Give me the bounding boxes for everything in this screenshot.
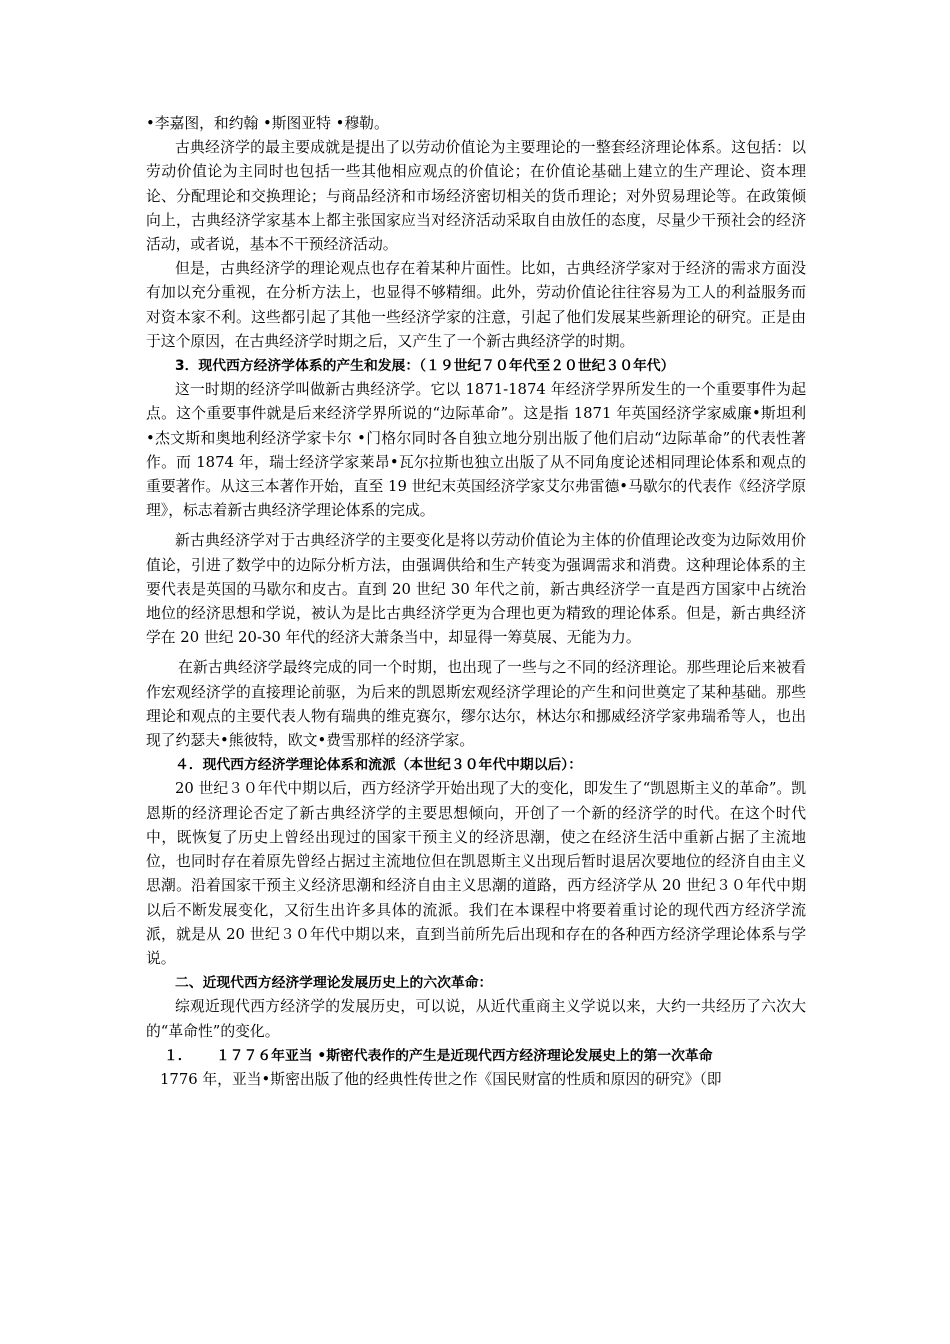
heading-section-4: ４．现代西方经济学理论体系和流派（本世纪３０年代中期以后）： [175,757,583,774]
document-page [146,112,806,1092]
paragraph-neoclassical-changes: 新古典经济学对于古典经济学的主要变化是将以劳动价值论为主体的价值理论改变为边际效用价值论，引进了数学中的边际分析方法，由强调供给和生产转变为强调需求和消费。这种理论体系的主要代表是英国的马歇尔和皮古。直到 20 世纪 30 年代之前，新古典经济学一直是西方国家中占统治地位的经济思想和学说，被认为是比古典经济学更为合理也更为精致的理论体系。但是，新古典经济学在 20 世纪 20-30 年代的经济大萧条当中，却显得一筹莫展、无能为力。 [146,532,806,647]
paragraph-neoclassical-origin: 这一时期的经济学叫做新古典经济学。它以 1871-1874 年经济学界所发生的一个重要事件为起点。这个重要事件就是后来经济学界所说的“边际革命”。这是指 1871 年英国经济学家威廉•斯坦利 •杰文斯和奥地利经济学家卡尔 •门格尔同时各自独立地分别出版了他们启动“边际革命”的代表性著作。而 1874 年，瑞士经济学家莱昂•瓦尔拉斯也独立出版了从不同角度论述相同理论体系和观点的重要著作。从这三本著作开始，直至 19 世纪末英国经济学家艾尔弗雷德•马歇尔的代表作《经济学原理》，标志着新古典经济学理论体系的完成。 [146,381,806,520]
paragraph-classical-achievements: 古典经济学的最主要成就是提出了以劳动价值论为主要理论的一整套经济理论体系。这包括：以劳动价值论为主同时也包括一些其他相应观点的价值论；在价值论基础上建立的生产理论、资本理论、分配理论和交换理论；与商品经济和市场经济密切相关的货币理论；对外贸易理论等。在政策倾向上，古典经济学家基本上都主张国家应当对经济活动采取自由放任的态度，尽量少干预社会的经济活动，或者说，基本不干预经济活动。 [146,139,806,254]
paragraph-macro-precursors: 在新古典经济学最终完成的同一个时期，也出现了一些与之不同的经济理论。那些理论后来被看作宏观经济学的直接理论前驱，为后来的凯恩斯宏观经济学理论的产生和问世奠定了某种基础。那些理论和观点的主要代表人物有瑞典的维克赛尔，缪尔达尔，林达尔和挪威经济学家弗瑞希等人，也出现了约瑟夫•熊彼特，欧文•费雪那样的经济学家。 [146,659,806,750]
heading-number: １． [164,1047,192,1064]
paragraph-continuation: •李嘉图，和约翰 •斯图亚特 •穆勒。 [146,115,389,132]
heading-text: １７７６年亚当 •斯密代表作的产生是近现代西方经济理论发展史上的第一次革命 [216,1047,713,1064]
paragraph-adam-smith: 1776 年，亚当•斯密出版了他的经典性传世之作《国民财富的性质和原因的研究》（即 [160,1070,722,1088]
paragraph-keynesian-revolution: 20 世纪３０年代中期以后，西方经济学开始出现了大的变化，即发生了“凯恩斯主义的革命”。凯恩斯的经济理论否定了新古典经济学的主要思想倾向，开创了一个新的经济学的时代。在这个时代中，既恢复了历史上曾经出现过的国家干预主义的经济思潮，使之在经济生活中重新占据了主流地位，也同时存在着原先曾经占据过主流地位但在凯恩斯主义出现后暂时退居次要地位的经济自由主义思潮。沿着国家干预主义经济思潮和经济自由主义思潮的道路，西方经济学从 20 世纪３０年代中期以后不断发展变化，又衍生出许多具体的流派。我们在本课程中将要着重讨论的现代西方经济学流派，就是从 20 世纪３０年代中期以来，直到当前所先后出现和存在的各种西方经济学理论体系与学说。 [146,780,806,967]
heading-six-revolutions: 二、近现代西方经济学理论发展历史上的六次革命： [175,975,493,992]
heading-section-3: 3．现代西方经济学体系的产生和发展：（１９世纪７０年代至２０世纪３０年代） [175,358,675,375]
paragraph-classical-limitations: 但是，古典经济学的理论观点也存在着某种片面性。比如，古典经济学家对于经济的需求方面没有加以充分重视，在分析方法上，也显得不够精细。此外，劳动价值论往往容易为工人的利益服务而对资本家不利。这些都引起了其他一些经济学家的注意，引起了他们发展某些新理论的研究。正是由于这个原因，在古典经济学时期之后，又产生了一个新古典经济学的时期。 [146,260,806,350]
paragraph-six-revolutions-intro: 综观近现代西方经济学的发展历史，可以说，从近代重商主义学说以来，大约一共经历了六次大的“革命性”的变化。 [146,998,806,1040]
heading-first-revolution [146,1044,806,1068]
